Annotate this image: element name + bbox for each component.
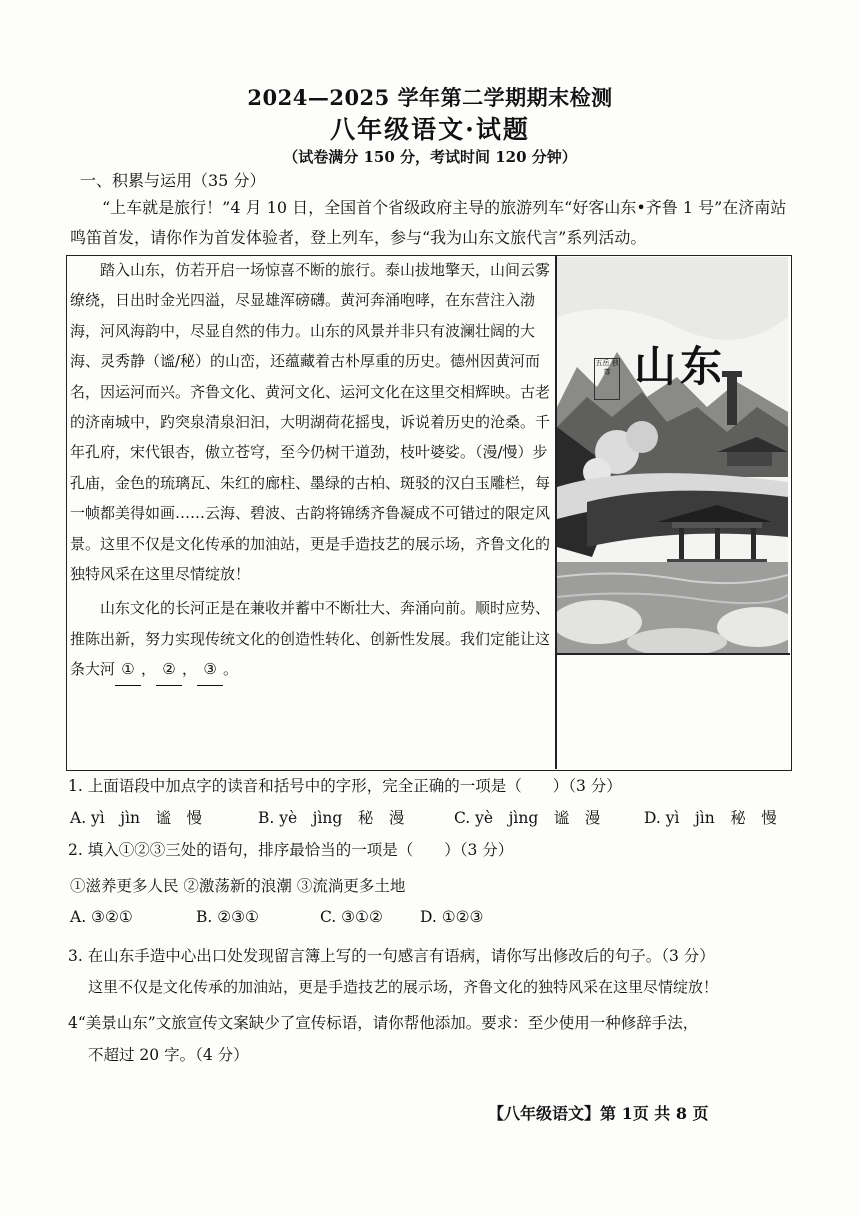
passage-paragraph-2: 山东文化的长河正是在兼收并蓄中不断壮大、奔涌向前。顺时应势、推陈出新，努力实现传统文化的创造性转化、创新性发展。我们定能让这条大河 ① ， ② ， ③ 。 [70, 593, 552, 685]
question-4-line1: 4“美景山东”文旅宣传文案缺少了宣传标语，请你帮他添加。要求：至少使用一种修辞手法， [68, 1014, 699, 1032]
question-3: 3. 在山东手造中心出口处发现留言簿上写的一句感言有语病，请你写出修改后的句子。（3 分） [68, 947, 715, 965]
passage-text [70, 255, 552, 686]
q2-option-a: A. ③②① [70, 908, 133, 926]
page-footer: 【八年级语文】第 1页 共 8 页 [488, 1104, 709, 1123]
q2-option-c: C. ③①② [320, 908, 383, 926]
q2-option-b: B. ②③① [196, 908, 259, 926]
blank-3: ③ [197, 654, 223, 685]
blank-1: ① [115, 654, 141, 685]
q1-option-c: C. yè jìng 谧 漫 [454, 809, 601, 827]
passage-end-mark: 。 [223, 660, 239, 679]
passage-paragraph-1: 踏入山东，仿若开启一场惊喜不断的旅行。泰山拔地擎天，山间云雾缭绕，日出时金光四溢，尽显雄浑磅礴。黄河奔涌咆哮，在东营注入渤海，河风海韵中，尽显自然的伟力。山东的风景并非只有波澜壮阔的大海、灵秀静（谧/秘）的山峦，还蕴藏着古朴厚重的历史。德州因黄河而名，因运河而兴。齐鲁文化、黄河文化、运河文化在这里交相辉映。古老的济南城中，趵突泉清泉汩汩，大明湖荷花摇曳，诉说着历史的沧桑。千年孔府，宋代银杏，傲立苍穹，至今仍树干道劲，枝叶婆娑。（漫/慢）步孔庙，金色的琉璃瓦、朱红的廊柱、墨绿的古柏、斑驳的汉白玉雕栏，每一帧都美得如画……云海、碧波、古韵将锦绣齐鲁凝成不可错过的限定风景。这里不仅是文化传承的加油站，更是手造技艺的展示场，齐鲁文化的独特风采在这里尽情绽放！ [70, 261, 551, 584]
image-bottom-border [557, 653, 790, 655]
q1-option-d: D. yì jìn 秘 慢 [644, 809, 777, 827]
illustration-seal: 五岳 独尊 [594, 358, 620, 400]
blank-2: ② [156, 654, 182, 685]
passage-paragraph-2-text: 山东文化的长河正是在兼收并蓄中不断壮大、奔涌向前。顺时应势、推陈出新，努力实现传统文化的创造性转化、创新性发展。我们定能让这条大河 [70, 599, 551, 679]
q1-option-b: B. yè jìng 秘 漫 [258, 809, 405, 827]
question-3-sentence: 这里不仅是文化传承的加油站，更是手造技艺的展示场，齐鲁文化的独特风采在这里尽情绽放！ [88, 978, 719, 996]
q2-option-d: D. ①②③ [420, 908, 484, 926]
shandong-illustration [557, 257, 788, 653]
intro-paragraph: “上车就是旅行！”4 月 10 日，全国首个省级政府主导的旅游列车“好客山东•齐鲁 1 号”在济南站鸣笛首发，请你作为首发体验者，登上列车，参与“我为山东文旅代言”系列活动。 [70, 198, 787, 247]
question-2-items: ①滋养更多人民 ②激荡新的浪潮 ③流淌更多土地 [70, 877, 406, 895]
exam-title-line1: 2024—2025 学年第二学期期末检测 [247, 85, 613, 110]
illustration-title: 山东 [634, 342, 727, 391]
exam-subtitle: （试卷满分 150 分，考试时间 120 分钟） [283, 148, 577, 166]
q1-option-a: A. yì jìn 谧 慢 [70, 809, 203, 827]
exam-title-line2: 八年级语文·试题 [330, 115, 530, 144]
question-4-line2: 不超过 20 字。（4 分） [88, 1046, 249, 1064]
question-2: 2. 填入①②③三处的语句，排序最恰当的一项是（ ）（3 分） [68, 841, 514, 859]
section-heading: 一、积累与运用（35 分） [80, 171, 266, 190]
question-1: 1. 上面语段中加点字的读音和括号中的字形，完全正确的一项是（ ）（3 分） [68, 777, 622, 795]
